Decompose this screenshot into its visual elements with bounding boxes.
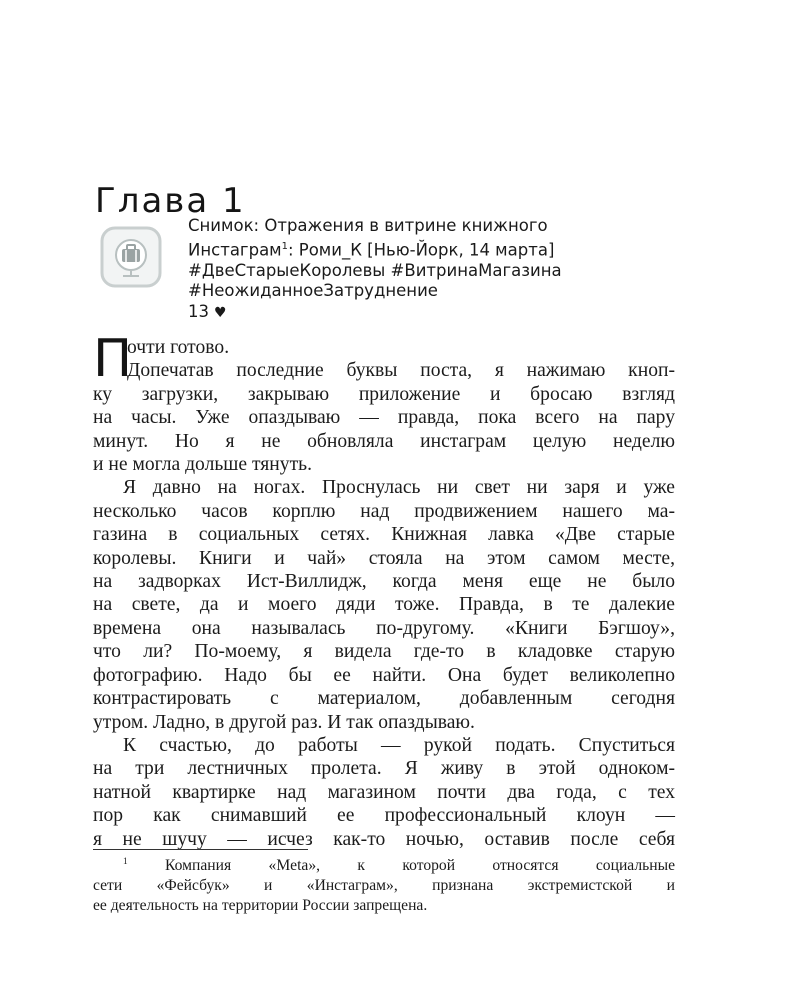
text-line: фотографию. Надо бы ее найти. Она будет великолепно xyxy=(93,664,675,686)
footnote xyxy=(93,852,675,916)
post-platform: Инстаграм xyxy=(188,240,282,259)
footnote-line xyxy=(93,852,675,876)
instagram-post-caption xyxy=(100,216,700,326)
text-line: и не могла дольше тянуть. xyxy=(93,454,312,476)
post-caption-line: Снимок: Отражения в витрине книжного xyxy=(188,216,548,235)
footnote-marker: 1 xyxy=(123,857,128,867)
text-line: на три лестничных пролета. Я живу в этой одноком- xyxy=(93,758,675,780)
footnote-ref: 1 xyxy=(281,240,288,252)
text-line: натной квартирке над магазином почти два года, с тех xyxy=(93,781,675,803)
text-line: очти готово. xyxy=(127,337,230,358)
drop-cap: П xyxy=(93,329,133,389)
footnote-line: ее деятельность на территории России запрещена. xyxy=(93,897,428,915)
footnote-line: сети «Фейсбук» и «Инстаграм», признана экстремистской и xyxy=(93,877,675,895)
post-hashtags-line: #НеожиданноеЗатруднение xyxy=(188,281,438,300)
footnote-text: Компания «Meta», к которой относятся социальные xyxy=(165,857,675,875)
text-line: минут. Но я не обновляла инстаграм целую неделю xyxy=(93,430,675,452)
post-likes xyxy=(188,302,708,324)
text-line: утром. Ладно, в другой раз. И так опаздываю. xyxy=(93,711,475,733)
text-line: на задворках Ист-Виллидж, когда меня еще не было xyxy=(93,571,675,593)
text-line: Я давно на ногах. Проснулась ни свет ни заря и уже xyxy=(123,477,675,499)
text-line: К счастью, до работы — рукой подать. Спуститься xyxy=(123,734,675,756)
chapter-title: Глава 1 xyxy=(95,180,246,221)
text-line: королевы. Книги и чай» стояла на этом самом месте, xyxy=(93,547,675,569)
text-line: ку загрузки, закрываю приложение и бросаю взгляд xyxy=(93,383,675,405)
text-line: несколько часов корплю над продвижением нашего ма- xyxy=(93,500,675,522)
text-line: газина в социальных сетях. Книжная лавка «Две старые xyxy=(93,524,675,546)
post-author-location: : Роми_К [Нью-Йорк, 14 марта] xyxy=(287,240,555,259)
heart-icon: ♥ xyxy=(214,304,227,321)
suitcase-globe-icon xyxy=(100,226,162,288)
text-line: времена она называлась по-другому. «Книги Бэгшоу», xyxy=(93,617,675,639)
footnote-divider xyxy=(93,849,308,850)
text-line: что ли? По-моему, я видела где-то в кладовке старую xyxy=(93,641,675,663)
text-line: Допечатав последние буквы поста, я нажимаю кноп- xyxy=(127,360,675,382)
post-caption-text xyxy=(188,216,708,323)
post-author-line xyxy=(188,237,708,261)
text-line: пор как снимавший ее профессиональный клоун — xyxy=(93,805,675,827)
text-line: на свете, да и моего дяди тоже. Правда, в те далекие xyxy=(93,594,675,616)
text-line: на часы. Уже опаздываю — правда, пока всего на пару xyxy=(93,407,675,429)
text-line: контрастировать с материалом, добавленным сегодня xyxy=(93,688,675,710)
text-line: я не шучу — исчез как-то ночью, оставив после себя xyxy=(93,828,675,850)
post-hashtags-line: #ДвеСтарыеКоролевы #ВитринаМагазина xyxy=(188,260,562,280)
body-text xyxy=(93,336,675,851)
likes-count: 13 xyxy=(188,301,209,321)
